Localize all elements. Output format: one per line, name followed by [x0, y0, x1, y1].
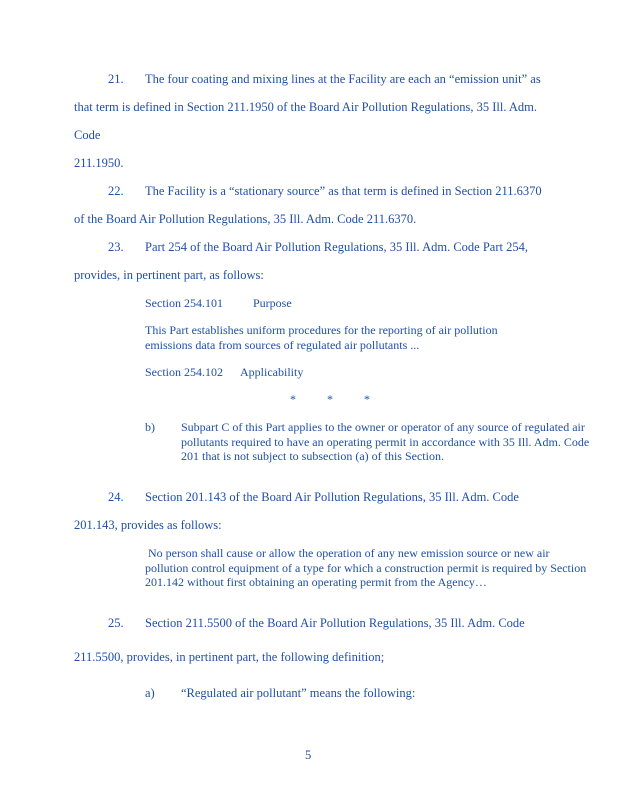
ellipsis-star: *: [364, 392, 370, 406]
subsection-b-label: b): [145, 420, 155, 434]
paragraph-23-line-2: provides, in pertinent part, as follows:: [74, 268, 264, 282]
section-254-101-text: This Part establishes uniform procedures for the reporting of air pollution emissions data from sources of regulated air pollutants ...: [145, 323, 498, 352]
paragraph-22-line-2: of the Board Air Pollution Regulations, 35 Ill. Adm. Code 211.6370.: [74, 212, 417, 226]
paragraph-24-number: 24.: [108, 490, 124, 504]
subsection-b-text: Subpart C of this Part applies to the owner or operator of any source of regulated air pollutants required to have an operating permit in accordance with 35 Ill. Adm. Code 201 that is not subject to subsection (a) of this Section.: [181, 420, 590, 463]
section-254-102-heading: Section 254.102: [145, 365, 223, 379]
ellipsis-star: *: [290, 392, 296, 406]
paragraph-21-number: 21.: [108, 72, 124, 86]
definition-a-label: a): [145, 686, 155, 700]
definition-a-text: “Regulated air pollutant” means the following:: [181, 686, 416, 700]
section-254-102-title: Applicability: [240, 365, 304, 379]
section-254-101-title: Purpose: [253, 296, 292, 310]
section-254-101-heading: Section 254.101: [145, 296, 223, 310]
paragraph-25-line-1: Section 211.5500 of the Board Air Pollution Regulations, 35 Ill. Adm. Code: [145, 616, 525, 630]
paragraph-25-number: 25.: [108, 616, 124, 630]
paragraph-23-line-1: Part 254 of the Board Air Pollution Regulations, 35 Ill. Adm. Code Part 254,: [145, 240, 528, 254]
paragraph-24-line-1: Section 201.143 of the Board Air Pollution Regulations, 35 Ill. Adm. Code: [145, 490, 519, 504]
paragraph-25-line-2: 211.5500, provides, in pertinent part, the following definition;: [74, 650, 385, 664]
paragraph-22-line-1: The Facility is a “stationary source” as that term is defined in Section 211.6370: [145, 184, 542, 198]
paragraph-23-number: 23.: [108, 240, 124, 254]
paragraph-24-quote: No person shall cause or allow the operation of any new emission source or new air pollution control equipment of a type for which a construction permit is required by Section 201.142 without first obtaining an operating permit from the Agency…: [145, 546, 587, 589]
paragraph-21-line-1: The four coating and mixing lines at the Facility are each an “emission unit” as: [145, 72, 541, 86]
paragraph-21-line-3: Code: [74, 128, 101, 142]
ellipsis-star: *: [327, 392, 333, 406]
paragraph-21-line-4: 211.1950.: [74, 156, 124, 170]
page-number: 5: [305, 748, 312, 762]
paragraph-21-line-2: that term is defined in Section 211.1950 of the Board Air Pollution Regulations, 35 Ill. Adm.: [74, 100, 538, 114]
paragraph-22-number: 22.: [108, 184, 124, 198]
paragraph-24-line-2: 201.143, provides as follows:: [74, 518, 222, 532]
